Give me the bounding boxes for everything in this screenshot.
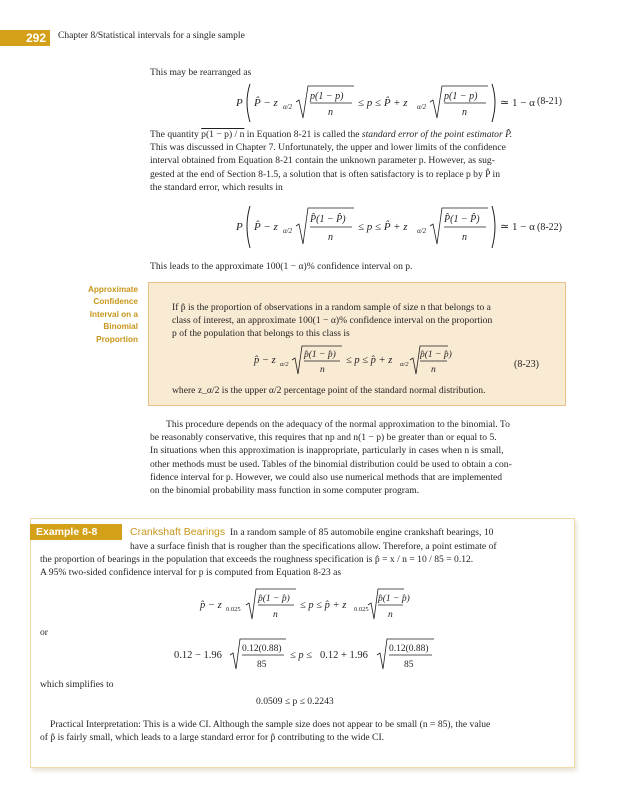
paragraph-normal-approx: This procedure depends on the adequacy of the normal approximation to the binomial. To be reasonably conservative, this requires that np and n(1 − p) be greater than or equal to 5. In situations when this approximation is inappropriate, particularly in cases when n is small, other methods must be used. Tables of the binomial distribution could be used to obtain a con- fidence interval for p. However, we could also use numerical methods that are implemented on the binomial probability mass function in some computer program. xyxy=(150,419,512,497)
svg-text:≤ p ≤ p̂ + z: ≤ p ≤ p̂ + z xyxy=(346,355,393,366)
eq-number-8-22: (8-22) xyxy=(537,222,562,233)
svg-text:0.12(0.88): 0.12(0.88) xyxy=(389,644,429,654)
svg-text:p̂(1 − p̂): p̂(1 − p̂) xyxy=(420,350,452,360)
paragraph-line: This was discussed in Chapter 7. Unfortunately, the upper and lower limits of the confidence xyxy=(150,142,506,154)
svg-text:0.025: 0.025 xyxy=(354,606,369,613)
svg-text:P̂(1 − P̂): P̂(1 − P̂) xyxy=(444,214,480,225)
svg-text:0.12 + 1.96: 0.12 + 1.96 xyxy=(320,650,368,661)
paragraph-line: the standard error, which results in xyxy=(150,181,283,193)
example-text: have a surface finish that is rougher than the specifications allow. Therefore, a point estimate of the proportion of bearings in the population that exceeds the roughness specification is p̂ = x / n = 10 / 85 = 0.12. A 95% two-sided confidence interval for p is computed from Equation 8-23 as xyxy=(40,541,497,579)
svg-text:p̂(1 − p̂): p̂(1 − p̂) xyxy=(258,594,290,604)
page-number: 292 xyxy=(0,30,50,46)
paragraph-line: gested at the end of Section 8-1.5, a solution that is often satisfactory is to replace p by P̂ in xyxy=(150,168,501,180)
svg-text:85: 85 xyxy=(257,660,267,670)
eq-number-8-21: (8-21) xyxy=(537,96,562,107)
example-formula xyxy=(196,586,410,624)
example-tag: Example 8-8 xyxy=(30,524,122,540)
svg-text:α/2: α/2 xyxy=(283,103,293,111)
example-or: or xyxy=(40,627,48,638)
svg-text:P̂(1 − P̂): P̂(1 − P̂) xyxy=(310,214,346,225)
svg-text:P: P xyxy=(236,221,243,233)
svg-text:p(1 − p): p(1 − p) xyxy=(310,91,344,102)
approx-one-minus-alpha: ≃ 1 − α xyxy=(500,97,535,109)
eq-number-8-23: (8-23) xyxy=(514,359,539,370)
svg-text:n: n xyxy=(328,107,333,118)
equation-8-21 xyxy=(230,80,535,128)
svg-text:n: n xyxy=(328,232,333,243)
example-simplifies: which simplifies to xyxy=(40,679,114,690)
svg-text:n: n xyxy=(388,610,393,620)
svg-text:n: n xyxy=(462,107,467,118)
svg-text:α/2: α/2 xyxy=(280,361,289,368)
svg-text:α/2: α/2 xyxy=(417,103,427,111)
svg-text:85: 85 xyxy=(404,660,414,670)
intro-text: This may be rearranged as xyxy=(150,67,252,78)
svg-text:p̂(1 − p̂): p̂(1 − p̂) xyxy=(304,350,336,360)
svg-text:n: n xyxy=(462,232,467,243)
example-intro: Crankshaft Bearings In a random sample of 85 automobile engine crankshaft bearings, 10 xyxy=(130,526,494,538)
example-interpretation: Practical Interpretation: This is a wide CI. Although the sample size does not appear to be small (n = 85), the value of p̂ is fairly small, which leads to a large standard error for p̂ contributing to the wide CI. xyxy=(40,719,491,744)
svg-text:P: P xyxy=(236,97,243,109)
paragraph-standard-error xyxy=(150,128,568,194)
paragraph-approx-ci: This leads to the approximate 100(1 − α)% confidence interval on p. xyxy=(150,261,413,272)
definition-text: If p̂ is the proportion of observations in a random sample of size n that belongs to a class of interest, an approximate 100(1 − α)% confidence interval on the proportion p of the population that belongs to this class is xyxy=(172,302,493,340)
svg-text:0.12 − 1.96: 0.12 − 1.96 xyxy=(174,650,222,661)
example-result: 0.0509 ≤ p ≤ 0.2243 xyxy=(256,696,334,707)
equation-8-23 xyxy=(250,343,450,379)
svg-text:≃ 1 − α: ≃ 1 − α xyxy=(500,221,535,233)
svg-text:p̂(1 − p̂): p̂(1 − p̂) xyxy=(378,594,410,604)
equation-8-22 xyxy=(230,202,535,252)
svg-text:n: n xyxy=(273,610,278,620)
paragraph-line: The quantity p(1 − p) / n in Equation 8-21 is called the standard error of the point estimator P̂. xyxy=(150,129,513,140)
svg-text:α/2: α/2 xyxy=(417,227,427,235)
svg-text:≤ p ≤: ≤ p ≤ xyxy=(290,650,313,661)
svg-text:0.025: 0.025 xyxy=(226,606,241,613)
example-title: Crankshaft Bearings xyxy=(130,526,226,538)
svg-text:n: n xyxy=(431,365,436,375)
margin-note: Approximate Confidence Interval on a Binomial Proportion xyxy=(87,285,138,344)
svg-text:p̂ − z: p̂ − z xyxy=(254,355,276,366)
svg-text:P̂ − z: P̂ − z xyxy=(254,97,278,109)
svg-text:α/2: α/2 xyxy=(400,361,409,368)
svg-text:p(1 − p): p(1 − p) xyxy=(444,91,478,102)
svg-text:≤ p ≤ P̂ + z: ≤ p ≤ P̂ + z xyxy=(358,221,408,233)
definition-footer: where z_α/2 is the upper α/2 percentage point of the standard normal distribution. xyxy=(172,385,486,396)
example-numeric-formula xyxy=(170,636,440,674)
svg-text:0.12(0.88): 0.12(0.88) xyxy=(242,644,282,654)
svg-text:≤ p ≤ p̂ + z: ≤ p ≤ p̂ + z xyxy=(300,600,347,611)
svg-text:p̂ − z: p̂ − z xyxy=(200,600,222,611)
svg-text:≤ p ≤ P̂ + z: ≤ p ≤ P̂ + z xyxy=(358,97,408,109)
svg-text:n: n xyxy=(320,365,325,375)
svg-text:α/2: α/2 xyxy=(283,227,293,235)
svg-text:P̂ − z: P̂ − z xyxy=(254,221,278,233)
running-head: Chapter 8/Statistical intervals for a single sample xyxy=(58,31,245,41)
paragraph-line: interval obtained from Equation 8-21 contain the unknown parameter p. However, as sug- xyxy=(150,155,495,167)
